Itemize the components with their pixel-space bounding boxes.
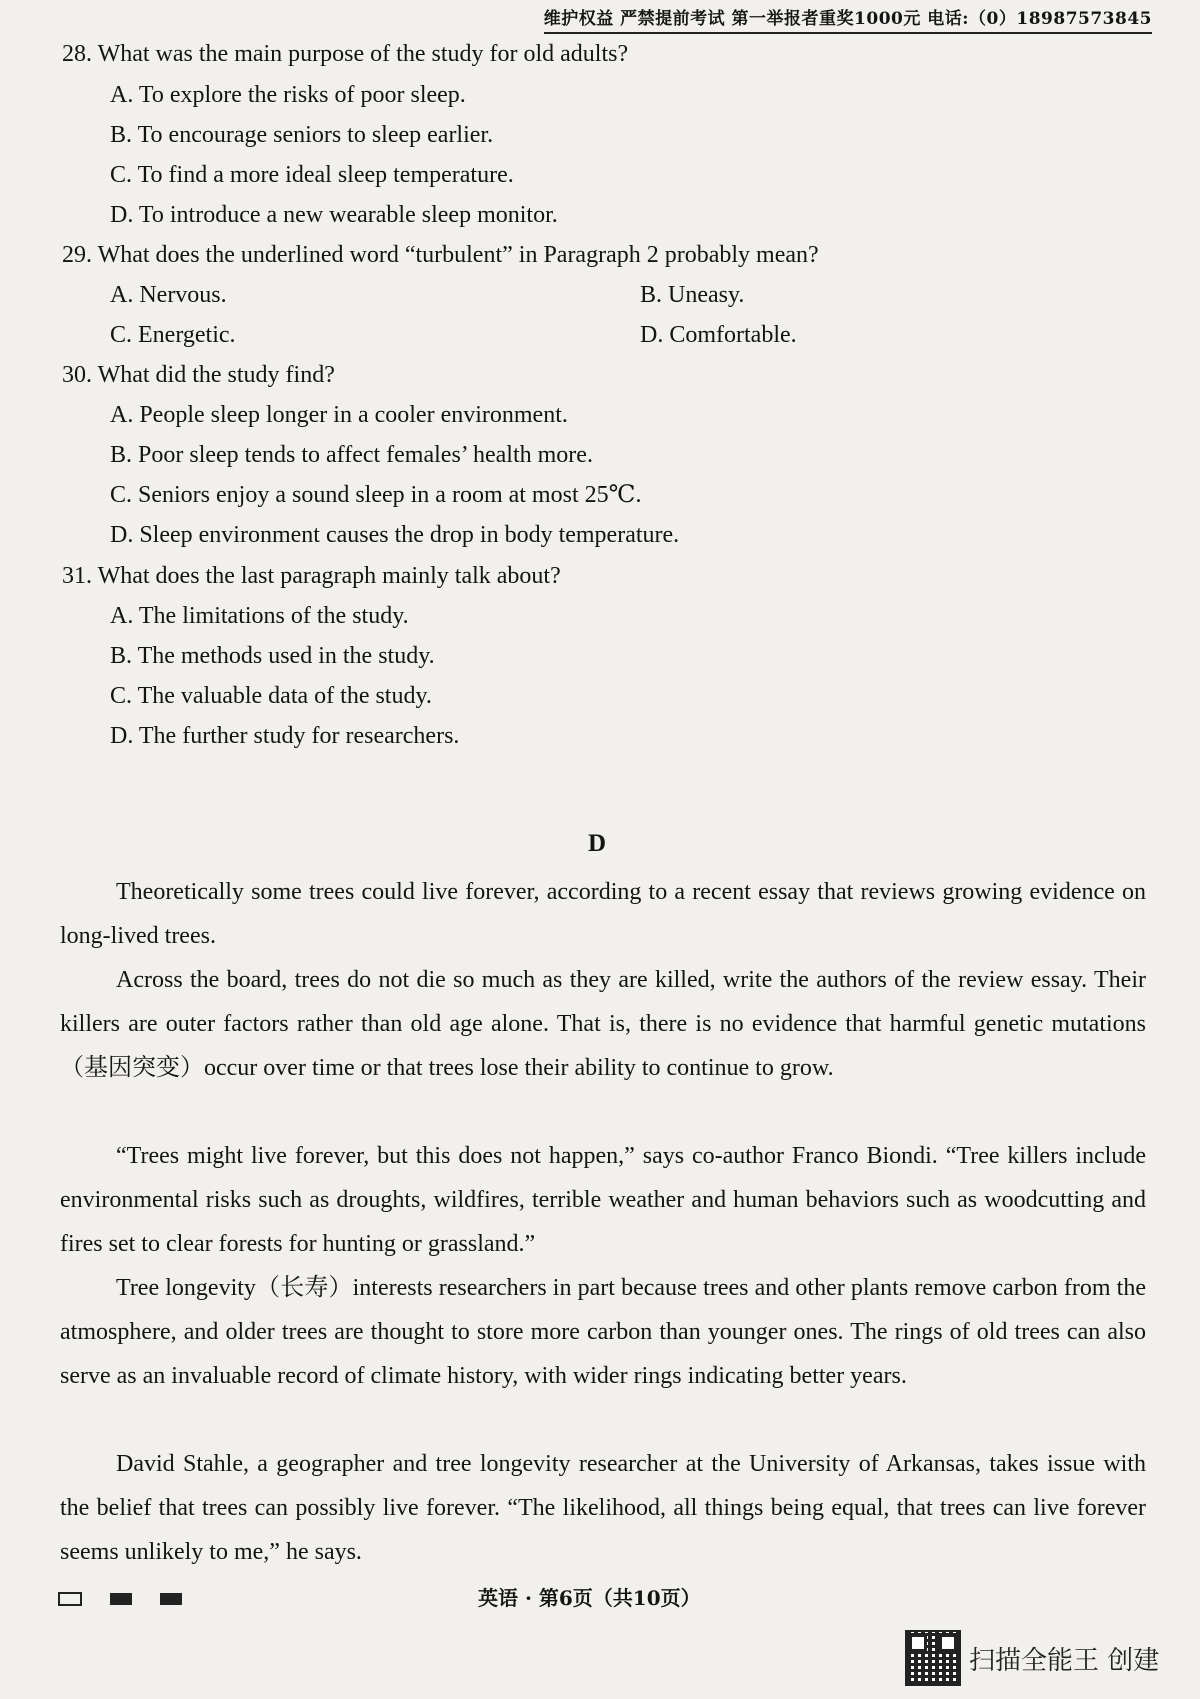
passage-paragraph-4: Tree longevity（长寿）interests researchers in part because trees and other plants remove carbon from the atmosphere, and older trees are thought to store more carbon than younger ones. The rings of old trees can also serve as an invaluable record of climate history, with wider rings indicating better years. — [60, 1275, 1146, 1389]
q31-option-a: A. The limitations of the study. — [110, 603, 409, 629]
question-31-stem — [62, 560, 561, 592]
question-number: 29. — [62, 242, 92, 268]
q30-option-c: C. Seniors enjoy a sound sleep in a room at most 25℃. — [110, 482, 642, 508]
q29-option-a: A. Nervous. — [110, 282, 227, 308]
q28-option-a: A. To explore the risks of poor sleep. — [110, 82, 466, 108]
question-text: What did the study find? — [97, 362, 335, 388]
q28-option-b: B. To encourage seniors to sleep earlier. — [110, 122, 494, 148]
q29-option-b: B. Uneasy. — [640, 282, 745, 308]
passage-paragraph-5: David Stahle, a geographer and tree longevity researcher at the University of Arkansas, takes issue with the belief that trees can possibly live forever. “The likelihood, all things being equal, that trees can live forever seems unlikely to me,” he says. — [60, 1451, 1146, 1565]
question-number: 31. — [62, 563, 92, 589]
question-29-stem — [62, 239, 819, 271]
passage-paragraph-1: Theoretically some trees could live forever, according to a recent essay that reviews growing evidence on long-lived trees. — [60, 879, 1146, 949]
q31-option-c: C. The valuable data of the study. — [110, 683, 432, 709]
section-heading: D — [588, 830, 607, 857]
q30-option-d: D. Sleep environment causes the drop in body temperature. — [110, 522, 680, 548]
q31-option-b: B. The methods used in the study. — [110, 643, 435, 669]
q30-option-b: B. Poor sleep tends to affect females’ health more. — [110, 442, 593, 468]
passage-paragraph-3: “Trees might live forever, but this does not happen,” says co-author Franco Biondi. “Tree killers include environmental risks such as droughts, wildfires, terrible weather and human behaviors such as woodcutting and fires set to clear forests for hunting or grassland.” — [60, 1143, 1146, 1257]
q28-option-d: D. To introduce a new wearable sleep monitor. — [110, 202, 558, 228]
question-28-stem — [62, 38, 628, 70]
solid-mark-icon — [110, 1593, 132, 1605]
qr-code-icon — [905, 1630, 961, 1686]
question-number: 28. — [62, 41, 92, 67]
footer-marks — [58, 1592, 182, 1606]
question-number: 30. — [62, 362, 92, 388]
passage-paragraph-2: Across the board, trees do not die so much as they are killed, write the authors of the review essay. Their killers are outer factors rather than old age alone. That is, there is no evidence that harmful genetic mutations（基因突变）occur over time or that trees lose their ability to continue to grow. — [60, 967, 1146, 1081]
header-notice: 维护权益 严禁提前考试 第一举报者重奖1000元 电话:（0）18987573845 — [544, 4, 1152, 34]
question-text: What was the main purpose of the study for old adults? — [97, 41, 629, 67]
question-30-stem — [62, 359, 335, 391]
q29-option-c: C. Energetic. — [110, 322, 236, 348]
page-number: 英语 · 第6页（共10页） — [478, 1586, 701, 1610]
q30-option-a: A. People sleep longer in a cooler environment. — [110, 402, 568, 428]
question-text: What does the underlined word “turbulent” in Paragraph 2 probably mean? — [97, 242, 819, 268]
q29-option-d: D. Comfortable. — [640, 322, 797, 348]
scanner-label: 扫描全能王 创建 — [969, 1645, 1160, 1676]
q31-option-d: D. The further study for researchers. — [110, 723, 460, 749]
q28-option-c: C. To find a more ideal sleep temperature. — [110, 162, 514, 188]
scanner-watermark — [905, 1630, 1159, 1686]
question-text: What does the last paragraph mainly talk about? — [97, 563, 561, 589]
outline-mark-icon — [58, 1592, 82, 1606]
solid-mark-icon — [160, 1593, 182, 1605]
